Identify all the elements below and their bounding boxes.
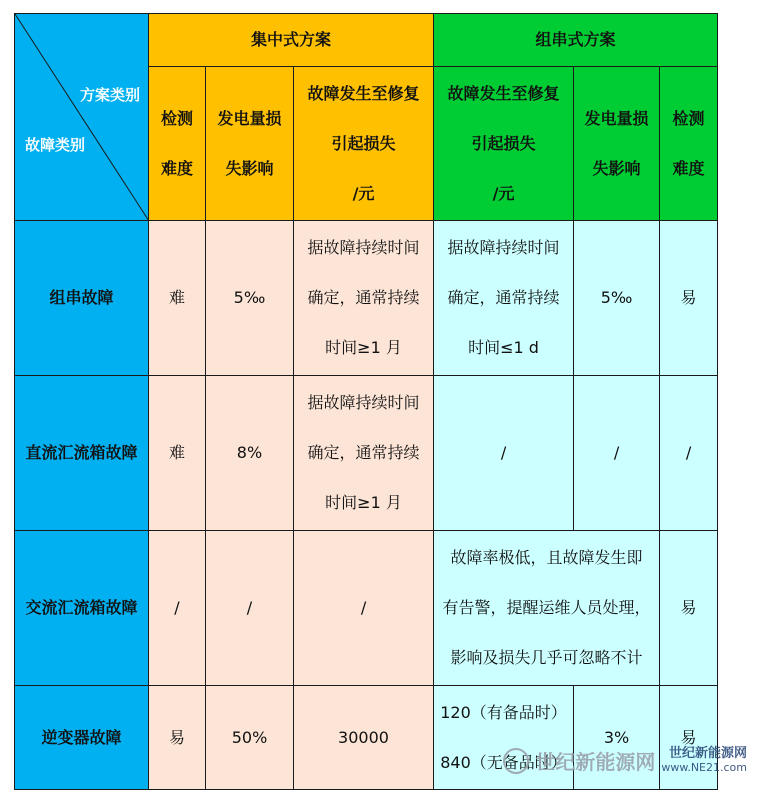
central-detect-cell: 难 bbox=[149, 221, 206, 376]
comparison-table bbox=[14, 13, 718, 790]
central-detect-cell: / bbox=[149, 531, 206, 686]
scheme-category-label: 方案类别 bbox=[79, 86, 140, 104]
watermark-site bbox=[661, 747, 747, 775]
watermark bbox=[503, 746, 747, 775]
diagonal-divider bbox=[15, 14, 149, 221]
central-power-header: 发电量损 失影响 bbox=[206, 67, 294, 221]
central-loss-cell: / bbox=[294, 531, 434, 686]
string-power-cell: / bbox=[574, 376, 660, 531]
central-detect-cell: 难 bbox=[149, 376, 206, 531]
central-loss-cell: 30000 bbox=[294, 686, 434, 790]
string-loss-header: 故障发生至修复 引起损失 /元 bbox=[434, 67, 574, 221]
string-merged-note-cell: 故障率极低，且故障发生即 有告警，提醒运维人员处理， 影响及损失几乎可忽略不计 bbox=[434, 531, 660, 686]
central-scheme-header: 集中式方案 bbox=[149, 14, 434, 67]
central-detect-header: 检测 难度 bbox=[149, 67, 206, 221]
wechat-logo-icon bbox=[503, 748, 529, 774]
central-loss-cell: 据故障持续时间 确定，通常持续 时间≥1 月 bbox=[294, 376, 434, 531]
string-loss-cell: 120（有备品时） 840（无备品时） bbox=[434, 686, 574, 790]
table-row bbox=[15, 376, 718, 531]
string-detect-header: 检测 难度 bbox=[660, 67, 718, 221]
central-loss-header: 故障发生至修复 引起损失 /元 bbox=[294, 67, 434, 221]
central-power-cell: / bbox=[206, 531, 294, 686]
string-scheme-header: 组串式方案 bbox=[434, 14, 718, 67]
fault-type-cell: 交流汇流箱故障 bbox=[15, 531, 149, 686]
string-power-header: 发电量损 失影响 bbox=[574, 67, 660, 221]
fault-type-cell: 组串故障 bbox=[15, 221, 149, 376]
string-detect-cell: 易 bbox=[660, 686, 718, 790]
central-detect-cell: 易 bbox=[149, 686, 206, 790]
table-row bbox=[15, 531, 718, 686]
watermark-site-cn: 世纪新能源网 bbox=[668, 745, 747, 761]
central-power-cell: 50% bbox=[206, 686, 294, 790]
string-power-cell: 5‰ bbox=[574, 221, 660, 376]
string-detect-cell: 易 bbox=[660, 531, 718, 686]
central-power-cell: 5‰ bbox=[206, 221, 294, 376]
watermark-text: 世纪新能源网 bbox=[535, 750, 656, 774]
string-loss-cell: 据故障持续时间 确定，通常持续 时间≤1 d bbox=[434, 221, 574, 376]
string-power-cell: 3% bbox=[574, 686, 660, 790]
central-power-cell: 8% bbox=[206, 376, 294, 531]
corner-header-cell bbox=[15, 14, 149, 221]
fault-type-cell: 直流汇流箱故障 bbox=[15, 376, 149, 531]
string-loss-cell: / bbox=[434, 376, 574, 531]
watermark-site-url: www.NE21.com bbox=[661, 760, 747, 774]
string-detect-cell: / bbox=[660, 376, 718, 531]
fault-type-cell: 逆变器故障 bbox=[15, 686, 149, 790]
table-row bbox=[15, 221, 718, 376]
fault-category-label: 故障类别 bbox=[25, 136, 86, 154]
central-loss-cell: 据故障持续时间 确定，通常持续 时间≥1 月 bbox=[294, 221, 434, 376]
string-detect-cell: 易 bbox=[660, 221, 718, 376]
